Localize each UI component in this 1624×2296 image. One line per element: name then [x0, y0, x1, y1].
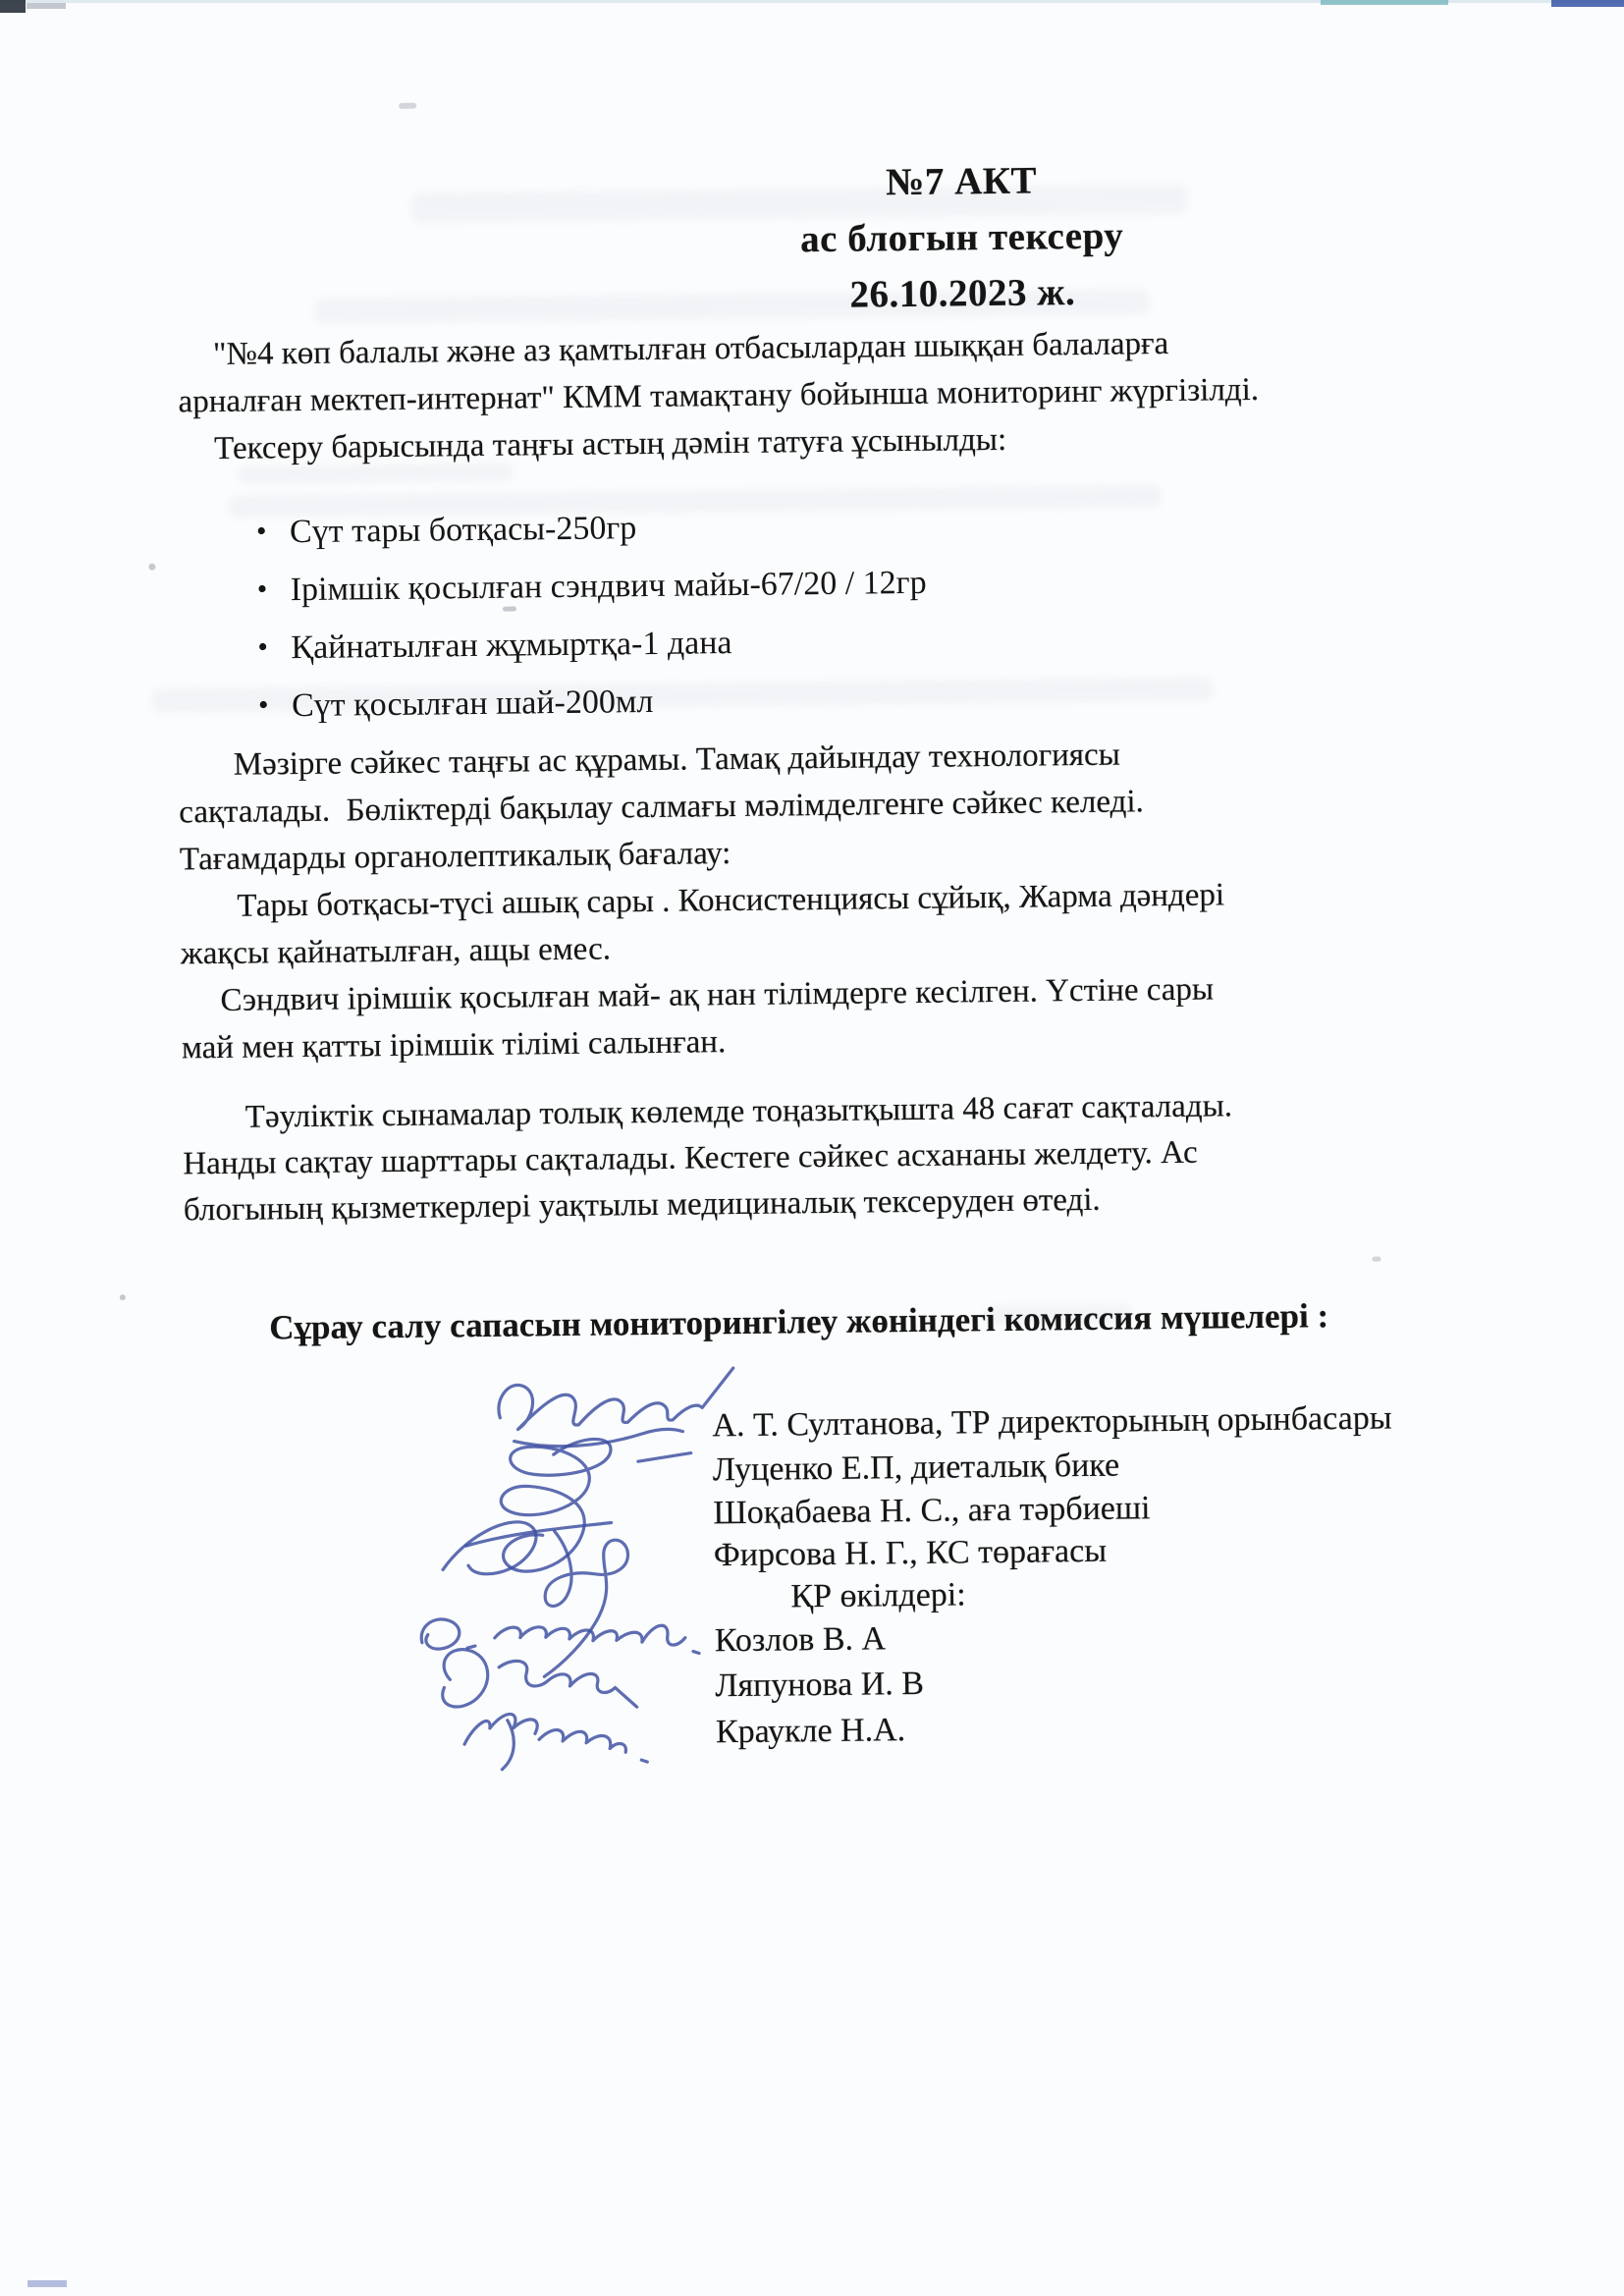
member-row: Фирсова Н. Г., КС төрағасы — [713, 1532, 1108, 1574]
member-row: Луценко Е.П, диеталық бике — [712, 1447, 1120, 1489]
menu-item-row — [257, 612, 928, 678]
title-date: 26.10.2023 ж. — [849, 271, 1076, 316]
member-row: Шоқабаева Н. С., аға тәрбиеші — [713, 1490, 1151, 1532]
assessment-line: жақсы қайнатылған, ащы емес. — [180, 931, 612, 972]
commission-heading: Сұрау салу сапасын мониторингілеу жөніндегі комиссия мүшелері : — [269, 1296, 1329, 1347]
bullet-icon: • — [255, 515, 267, 548]
bullet-icon: • — [256, 573, 268, 606]
signature-lyapunova — [442, 1648, 636, 1710]
member-row-representatives: ҚР өкілдері: — [790, 1576, 966, 1615]
assessment-line: Тары ботқасы-түсі ашық сары . Консистенциясы сұйық, Жарма дәндері — [237, 877, 1225, 924]
member-row: Ляпунова И. В — [715, 1665, 925, 1705]
assessment-line: Сэндвич ірімшік қосылған май- ақ нан тілімдерге кесілген. Үстіне сары — [220, 971, 1215, 1018]
member-row: А. Т. Султанова, ТР директорының орынбасары — [712, 1399, 1392, 1445]
menu-list — [256, 496, 929, 736]
intro-line: арналған мектеп-интернат" КММ тамақтану бойынша мониторинг жүргізілді. — [178, 371, 1260, 420]
title-subject: ас блогын тексеру — [799, 214, 1124, 261]
menu-item-row — [258, 670, 929, 736]
scan-speck — [120, 1294, 126, 1300]
assessment-line: Мәзірге сәйкес таңғы ас құрамы. Тамақ дайындау технологиясы — [233, 737, 1121, 783]
intro-paragraph — [178, 319, 1260, 472]
assessment-line: Тағамдарды органолептикалық бағалау: — [179, 836, 731, 878]
menu-item-text: Қайнатылған жұмыртқа-1 дана — [291, 625, 732, 667]
signature-lutsenko — [501, 1438, 693, 1571]
storage-line: Тәуліктік сынамалар толық көлемде тоңазытқышта 48 сағат сақталады. — [244, 1088, 1233, 1135]
assessment-line: май мен қатты ірімшік тілімі салынған. — [181, 1024, 727, 1066]
menu-item-row — [256, 554, 927, 620]
scan-speck — [399, 103, 416, 109]
menu-item-text: Сүт қосылған шай-200мл — [291, 683, 654, 725]
storage-line: блогының қызметкерлері уақтылы медициналық тексеруден өтеді. — [183, 1181, 1101, 1229]
bullet-icon: • — [257, 688, 269, 722]
bullet-icon: • — [257, 630, 269, 664]
signature-kozlov — [421, 1616, 699, 1657]
signature-kraukle — [464, 1713, 648, 1770]
assessment-paragraph — [178, 730, 1225, 1071]
member-row: Козлов В. А — [714, 1620, 887, 1660]
intro-line: "№4 көп балалы және аз қамтылған отбасылардан шыққан балаларға — [212, 325, 1169, 373]
assessment-line: сақталады. Бөліктерді бақылау салмағы мәлімделгенге сәйкес келеді. — [179, 784, 1144, 831]
title-act-number: №7 АКТ — [885, 159, 1038, 204]
scan-speck — [148, 564, 155, 571]
menu-item-row — [256, 496, 927, 562]
storage-line: Нанды сақтау шарттары сақталады. Кестеге сәйкес асхананы желдету. Ас — [183, 1134, 1198, 1182]
scan-speck — [1373, 1257, 1381, 1262]
document-title-block — [313, 146, 1611, 329]
member-row: Краукле Н.А. — [715, 1712, 906, 1751]
storage-paragraph — [183, 1083, 1234, 1233]
menu-item-text: Сүт тары ботқасы-250гр — [289, 510, 637, 551]
signature-firsova — [443, 1521, 629, 1678]
menu-item-text: Ірімшік қосылған сэндвич майы-67/20 / 12гр — [290, 564, 927, 609]
intro-line: Тексеру барысында таңғы астың дәмін татуға ұсынылды: — [213, 421, 1007, 467]
signature-sultanova — [498, 1368, 733, 1447]
